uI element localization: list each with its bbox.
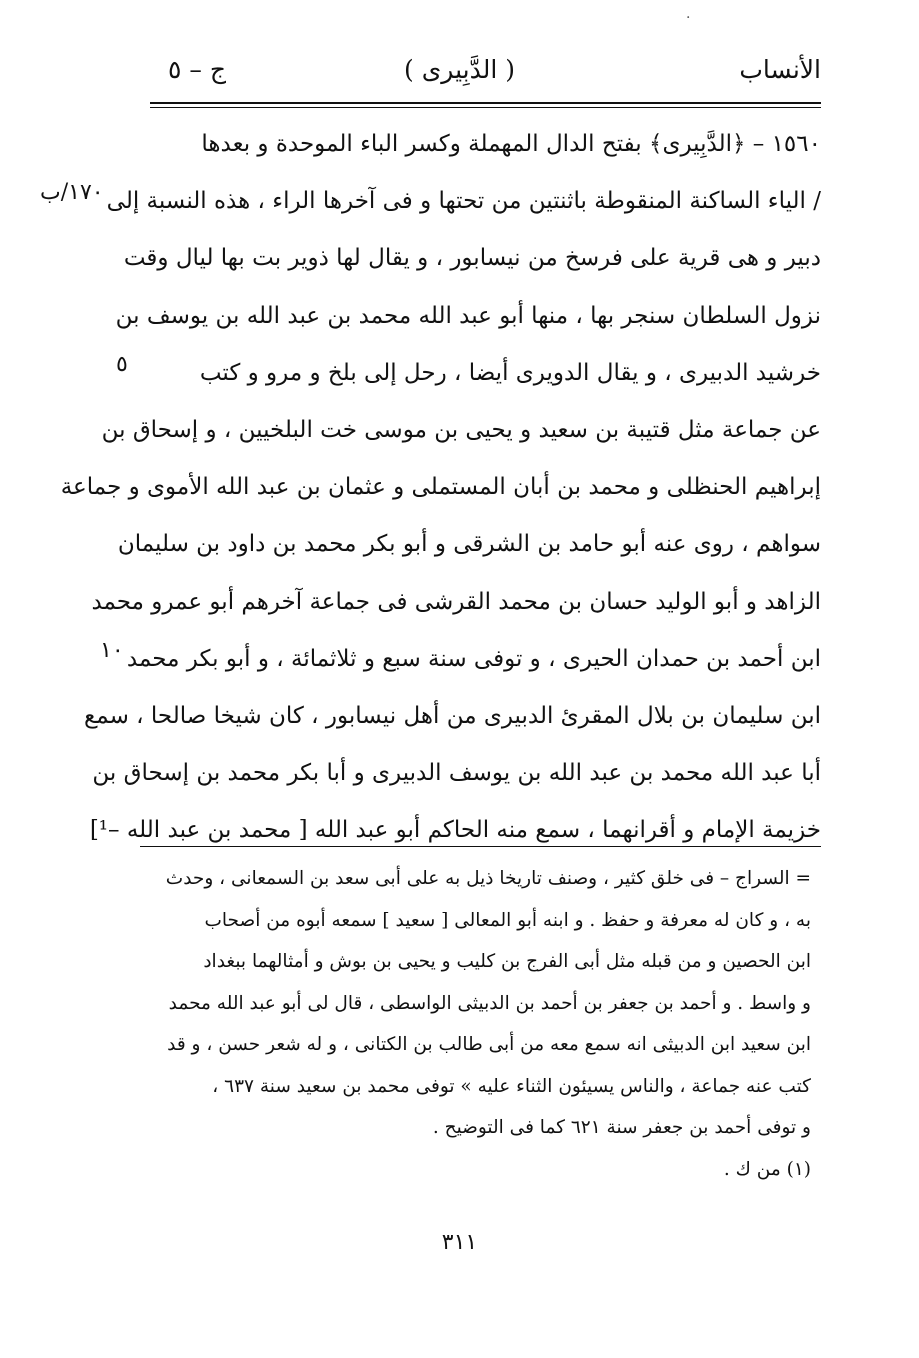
text-line: / الياء الساكنة المنقوطة باثنتين من تحتها و فى آخرها الراء ، هذه النسبة إلى [106, 188, 821, 215]
header-rule-thick [150, 102, 821, 104]
text-line: خرشيد الدبيرى ، و يقال الدويرى أيضا ، رحل إلى بلخ و مرو و كتب [199, 359, 821, 386]
footnote-line: ابن سعيد ابن الدبيثى انه سمع معه من أبى طالب بن الكتانى ، و له شعر حسن ، و قد [167, 1034, 811, 1055]
text-line: خزيمة الإمام و أقرانهما ، سمع منه الحاكم أبو عبد الله [ محمد بن عبد الله –¹] [89, 817, 821, 844]
running-head-volume: ج – ٥ [168, 55, 226, 84]
footnote-line: و واسط . و أحمد بن جعفر بن أحمد بن الدبيثى الواسطى ، قال لى أبو عبد الله محمد [168, 992, 811, 1014]
text-line: نزول السلطان سنجر بها ، منها أبو عبد الله محمد بن عبد الله بن يوسف بن [115, 302, 821, 329]
footnote-line: (١) من ك . [723, 1158, 811, 1180]
margin-folio-number: ١٧٠/ب [40, 180, 104, 205]
stray-ink-mark: · [686, 10, 691, 26]
text-line: ١٥٦٠ – ﴿الدَّبِيرى﴾ بفتح الدال المهملة وكسر الباء الموحدة و بعدها [201, 131, 821, 157]
footnote-line: كتب عنه جماعة ، والناس يسيئون الثناء عليه » توفى محمد بن سعيد سنة ٦٣٧ ، [212, 1075, 811, 1097]
footnote-block [148, 858, 811, 1190]
footnote-line: = السراج – فى خلق كثير ، وصنف تاريخا ذيل به على أبى سعد بن السمعانى ، وحدث [165, 868, 811, 889]
running-head-book-title: الأنساب [739, 55, 821, 84]
text-line: الزاهد و أبو الوليد حسان بن محمد القرشى فى جماعة آخرهم أبو عمرو محمد [91, 588, 821, 615]
text-line: دبير و هى قرية على فرسخ من نيسابور ، و يقال لها ذوير بت بها ليال وقت [123, 245, 821, 272]
page-number: ٣١١ [441, 1230, 478, 1255]
text-line: أبا عبد الله محمد بن عبد الله بن يوسف الدبيرى و أبا بكر محمد بن إسحاق بن [92, 760, 821, 787]
text-line: عن جماعة مثل قتيبة بن سعيد و يحيى بن موسى خت البلخيين ، و إسحاق بن [101, 416, 821, 443]
text-line: ابن سليمان بن بلال المقرئ الدبيرى من أهل نيسابور ، كان شيخا صالحا ، سمع [84, 702, 821, 729]
text-line: إبراهيم الحنظلى و محمد بن أبان المستملى و عثمان بن عبد الله الأموى و جماعة [60, 474, 821, 501]
margin-line-number-10: ١٠ [100, 638, 124, 663]
footnote-line: ابن الحصين و من قبله مثل أبى الفرج بن كليب و يحيى بن بوش و أمثالهما ببغداد [203, 951, 811, 972]
footnote-separator [140, 846, 821, 847]
footnote-line: و توفى أحمد بن جعفر سنة ٦٢١ كما فى التوضيح . [432, 1117, 811, 1138]
margin-line-number-5: ٥ [116, 352, 128, 377]
footnote-line: به ، و كان له معرفة و حفظ . و ابنه أبو المعالى [ سعيد ] سمعه أبوه من أصحاب [204, 909, 811, 931]
text-line: سواهم ، روى عنه أبو حامد بن الشرقى و أبو بكر محمد بن داود بن سليمان [117, 531, 821, 558]
running-head-entry-title: ( الدَّبِيرى ) [404, 55, 515, 84]
text-line: ابن أحمد بن حمدان الحيرى ، و توفى سنة سبع و ثلاثمائة ، و أبو بكر محمد [126, 645, 821, 672]
header-rule-thin [150, 107, 821, 108]
